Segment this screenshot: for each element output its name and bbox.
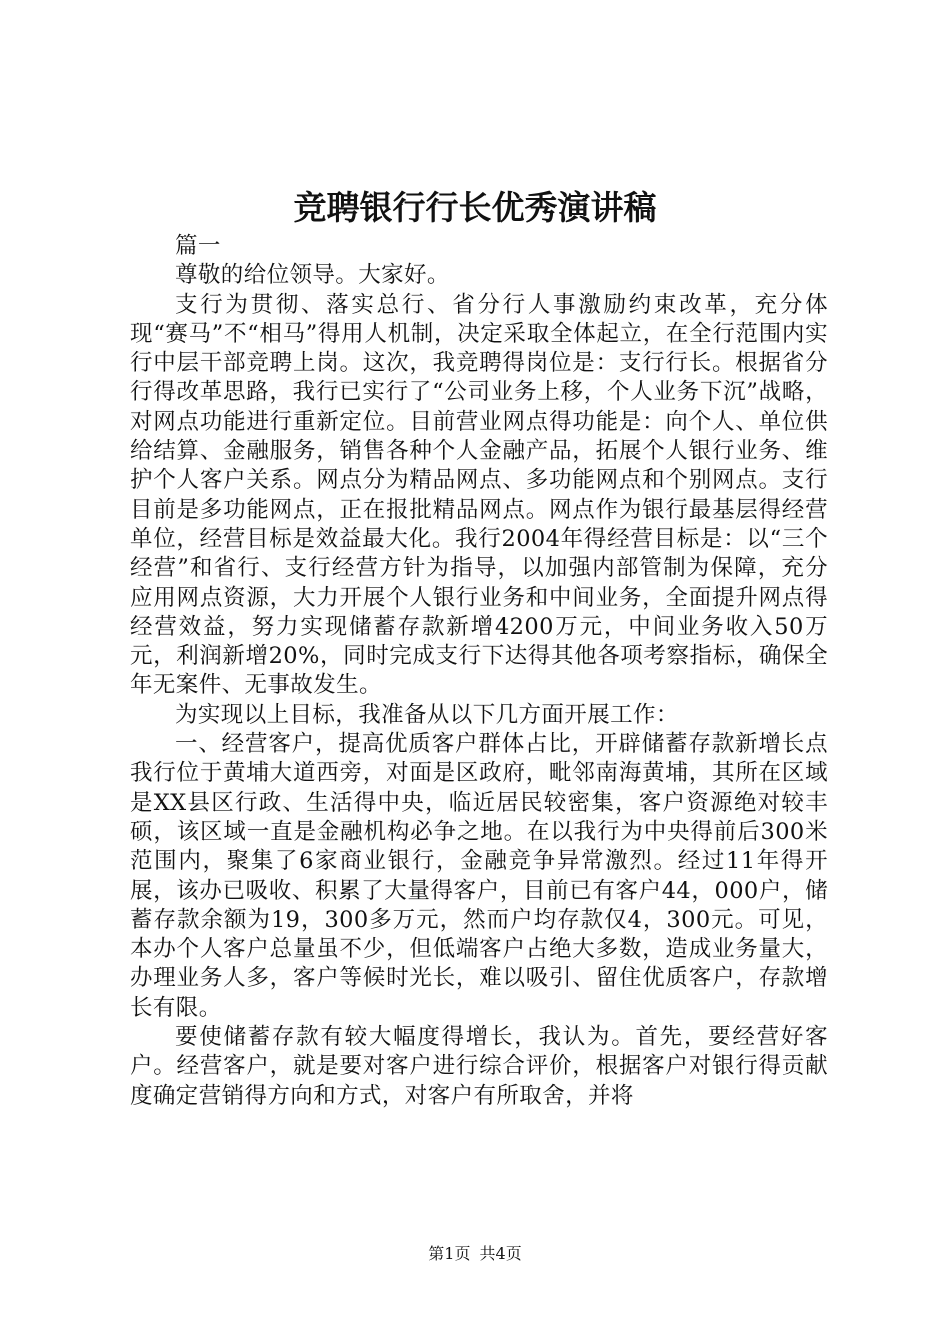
paragraph-point-one: 一、经营客户，提高优质客户群体占比，开辟储蓄存款新增长点我行位于黄埔大道西旁，对面是区政府，毗邻南海黄埔，其所在区域是XX县区行政、生活得中央，临近居民较密集，客户资源绝对较丰硕，该区域一直是金融机构必争之地。在以我行为中央得前后300米范围内，聚集了6家商业银行，金融竞争异常激烈。经过11年得开展，该办已吸收、积累了大量得客户，目前已有客户44，000户，储蓄存款余额为19，300多万元，然而户均存款仅4，300元。可见，本办个人客户总量虽不少，但低端客户占绝大多数，造成业务量大，办理业务人多，客户等候时光长，难以吸引、留住优质客户，存款增长有限。 (130, 731, 828, 1021)
page-total: 共4页 (479, 1244, 522, 1263)
paragraph-greeting: 尊敬的给位领导。大家好。 (175, 262, 450, 289)
document-body (130, 232, 828, 1111)
paragraph-plan-lead: 为实现以上目标，我准备从以下几方面开展工作： (175, 701, 679, 728)
paragraph-section-heading: 篇一 (175, 233, 221, 259)
page-number: 第1页 (428, 1244, 471, 1263)
page-footer (0, 1243, 950, 1265)
paragraph-intro: 支行为贯彻、落实总行、省分行人事激励约束改革，充分体现“赛马”不“相马”得用人机制，决定采取全体起立，在全行范围内实行中层干部竞聘上岗。这次，我竞聘得岗位是：支行行长。根据省分行得改革思路，我行已实行了“公司业务上移，个人业务下沉”战略，对网点功能进行重新定位。目前营业网点得功能是：向个人、单位供给结算、金融服务，销售各种个人金融产品，拓展个人银行业务、维护个人客户关系。网点分为精品网点、多功能网点和个别网点。支行目前是多功能网点，正在报批精品网点。网点作为银行最基层得经营单位，经营目标是效益最大化。我行2004年得经营目标是：以“三个经营”和省行、支行经营方针为指导，以加强内部管制为保障，充分应用网点资源，大力开展个人银行业务和中间业务，全面提升网点得经营效益，努力实现储蓄存款新增4200万元，中间业务收入50万元，利润新增20%，同时完成支行下达得其他各项考察指标，确保全年无案件、无事故发生。 (130, 291, 828, 699)
paragraph-deposit-growth: 要使储蓄存款有较大幅度得增长，我认为。首先，要经营好客户。经营客户，就是要对客户进行综合评价，根据客户对银行得贡献度确定营销得方向和方式，对客户有所取舍，并将 (130, 1024, 828, 1109)
document-title: 竞聘银行行长优秀演讲稿 (293, 188, 657, 227)
